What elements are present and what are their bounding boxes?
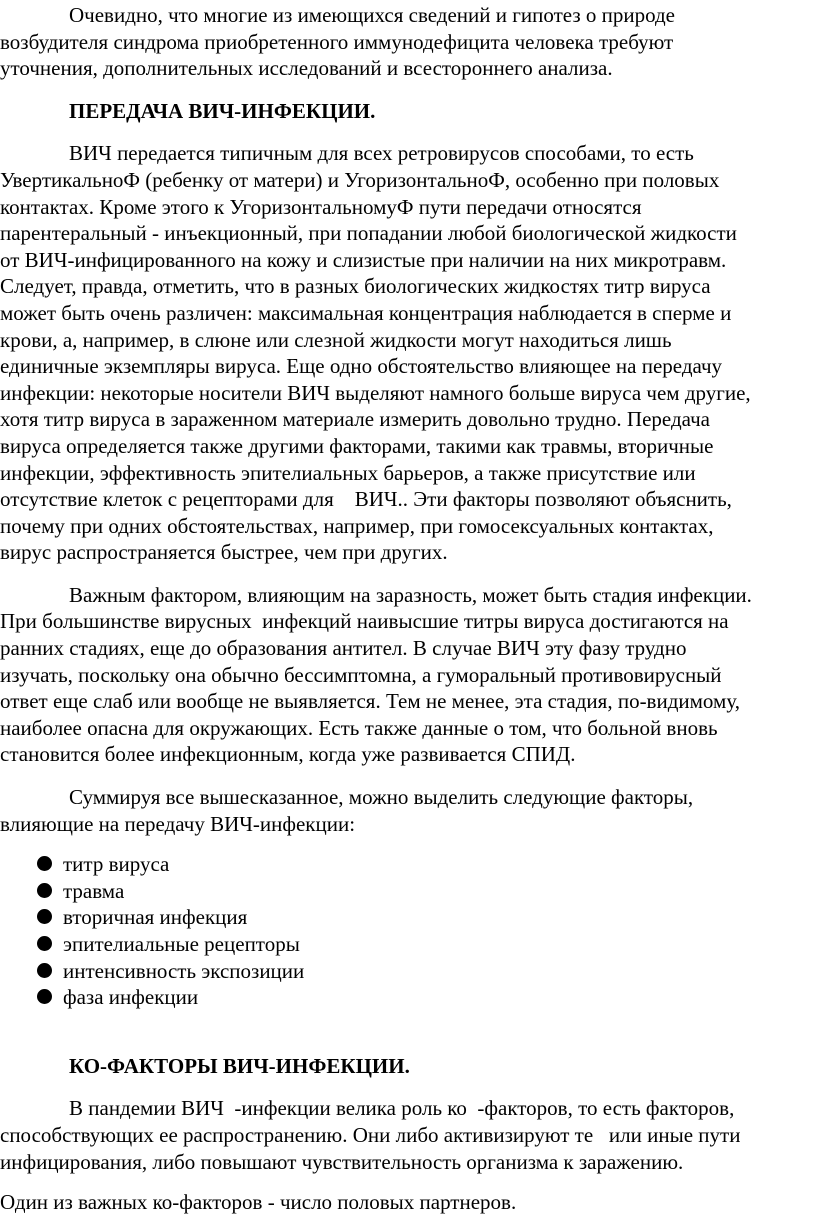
text-line: ВИЧ передается типичным для всех ретровирусов способами, то есть — [69, 141, 694, 166]
text-line: уточнения, дополнительных исследований и всестороннего анализа. — [0, 56, 613, 81]
text-line: ранних стадиях, еще до образования антител. В случае ВИЧ эту фазу трудно — [0, 636, 687, 661]
list-item-label: эпителиальные рецепторы — [63, 932, 300, 956]
section-heading-transmission: ПЕРЕДАЧА ВИЧ-ИНФЕКЦИИ. — [69, 98, 376, 123]
list-item-label: интенсивность экспозиции — [63, 958, 305, 983]
text-line: УвертикальноФ (ребенку от матери) и УгоризонтальноФ, особенно при половых — [0, 167, 720, 192]
intro-paragraph — [0, 2, 816, 82]
list-item — [0, 931, 816, 958]
cofactors-paragraph-2 — [0, 1189, 816, 1216]
text-line: влияющие на передачу ВИЧ-инфекции: — [0, 811, 356, 836]
text-line: инфекции, эффективность эпителиальных барьеров, а также присутствие или — [0, 460, 696, 485]
list-item-label: титр вируса — [63, 852, 170, 877]
text-line: Один из важных ко-факторов - число половых партнеров. — [0, 1190, 517, 1215]
bullet-icon — [37, 909, 52, 924]
bullet-icon — [37, 989, 52, 1004]
section-heading-cofactors: КО-ФАКТОРЫ ВИЧ-ИНФЕКЦИИ. — [69, 1053, 410, 1078]
list-item-label: травма — [63, 878, 125, 903]
text-line: крови, а, например, в слюне или слезной жидкости могут находиться лишь — [0, 327, 672, 352]
transmission-paragraph-3 — [0, 784, 816, 837]
bullet-icon — [37, 963, 52, 978]
text-line: Очевидно, что многие из имеющихся сведений и гипотез о природе — [69, 3, 675, 27]
text-line: вируса определяется также другими факторами, такими как травмы, вторичные — [0, 433, 714, 458]
text-line: контактах. Кроме этого к УгоризонтальномуФ пути передачи относятся — [0, 194, 642, 219]
text-line: возбудителя синдрома приобретенного иммунодефицита человека требуют — [0, 29, 674, 54]
text-line: может быть очень различен: максимальная концентрация наблюдается в сперме и — [0, 300, 732, 325]
list-item — [0, 958, 816, 985]
text-line: хотя титр вируса в зараженном материале измерить довольно трудно. Передача — [0, 407, 710, 432]
text-line: В пандемии ВИЧ -инфекции велика роль ко -факторов, то есть факторов, — [69, 1096, 735, 1121]
text-line: наиболее опасна для окружающих. Есть также данные о том, что больной вновь — [0, 715, 718, 740]
text-line: изучать, поскольку она обычно бессимптомна, а гуморальный противовирусный — [0, 662, 722, 687]
bullet-icon — [37, 883, 52, 898]
text-line: почему при одних обстоятельствах, например, при гомосексуальных контактах, — [0, 513, 714, 538]
text-line: При большинстве вирусных инфекций наивысшие титры вируса достигаются на — [0, 609, 729, 634]
text-line: от ВИЧ-инфицированного на кожу и слизистые при наличии на них микротравм. — [0, 247, 727, 272]
list-item-label: вторичная инфекция — [63, 905, 248, 930]
text-line: Следует, правда, отметить, что в разных биологических жидкостях титр вируса — [0, 274, 711, 299]
bullet-icon — [37, 936, 52, 951]
list-item-label: фаза инфекции — [63, 985, 199, 1010]
list-item — [0, 984, 816, 1011]
list-item — [0, 878, 816, 905]
list-item — [0, 851, 816, 878]
text-line: вирус распространяется быстрее, чем при других. — [0, 540, 448, 565]
text-line: ответ еще слаб или вообще не выявляется. Тем не менее, эта стадия, по-видимому, — [0, 689, 740, 714]
list-item — [0, 904, 816, 931]
transmission-paragraph-2 — [0, 582, 816, 768]
text-line: Суммируя все вышесказанное, можно выделить следующие факторы, — [69, 785, 694, 810]
text-line: отсутствие клеток с рецепторами для ВИЧ.. Эти факторы позволяют объяснить, — [0, 487, 732, 512]
transmission-factors-list — [0, 851, 816, 1011]
transmission-paragraph-1 — [0, 140, 816, 566]
text-line: становится более инфекционным, когда уже развивается СПИД. — [0, 742, 576, 767]
text-line: инфекции: некоторые носители ВИЧ выделяют намного больше вируса чем другие, — [0, 380, 751, 405]
cofactors-paragraph-1 — [0, 1095, 816, 1175]
text-line: инфицирования, либо повышают чувствительность организма к заражению. — [0, 1149, 684, 1174]
text-line: способствующих ее распространению. Они либо активизируют те или иные пути — [0, 1122, 741, 1147]
text-line: парентеральный - инъекционный, при попадании любой биологической жидкости — [0, 221, 737, 246]
text-line: Важным фактором, влияющим на заразность, может быть стадия инфекции. — [69, 582, 752, 607]
bullet-icon — [37, 856, 52, 871]
text-line: единичные экземпляры вируса. Еще одно обстоятельство влияющее на передачу — [0, 354, 723, 379]
